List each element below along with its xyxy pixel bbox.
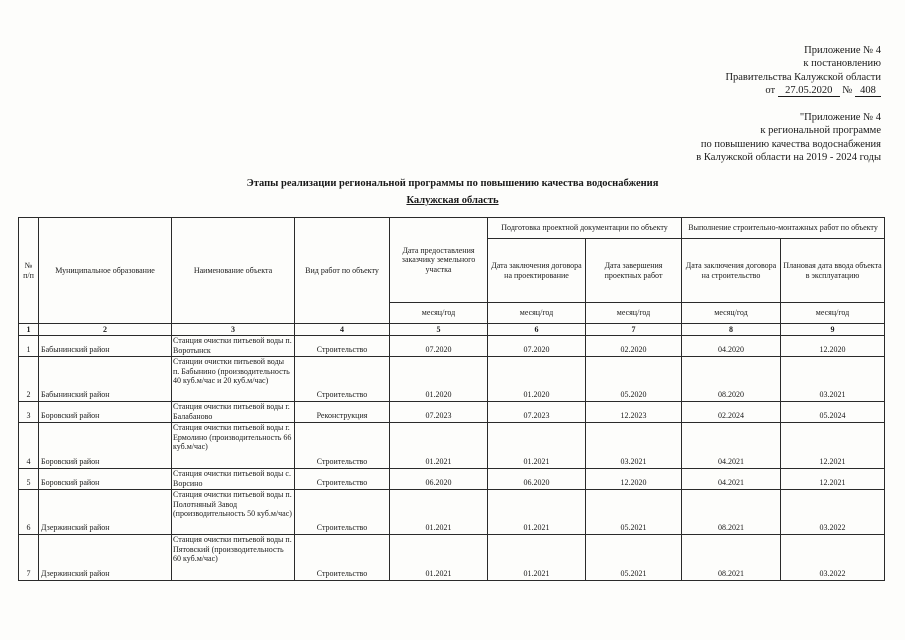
table-row [19, 423, 885, 469]
row-construction-contract: 08.2021 [682, 490, 781, 535]
row-work-type: Строительство [295, 469, 390, 490]
table-row [19, 357, 885, 402]
row-design-contract: 07.2023 [488, 402, 586, 423]
row-work-type: Строительство [295, 535, 390, 581]
row-work-type: Реконструкция [295, 402, 390, 423]
program-line-3: по повышению качества водоснабжения [700, 138, 881, 150]
unit-cell: месяц/год [390, 303, 488, 324]
header-construction-contract: Дата заключения договора на строительство [682, 239, 781, 303]
number-label: № [842, 85, 853, 97]
row-land-date: 06.2020 [390, 469, 488, 490]
row-commissioning: 03.2022 [781, 535, 885, 581]
row-num: 1 [19, 336, 39, 357]
row-work-type: Строительство [295, 490, 390, 535]
row-design-complete: 12.2020 [586, 469, 682, 490]
row-municipality: Боровский район [39, 469, 172, 490]
row-design-complete: 05.2021 [586, 490, 682, 535]
row-design-complete: 12.2023 [586, 402, 682, 423]
row-land-date: 01.2021 [390, 423, 488, 469]
row-commissioning: 05.2024 [781, 402, 885, 423]
column-number: 8 [682, 324, 781, 336]
header-design-complete: Дата завершения проектных работ [586, 239, 682, 303]
row-design-contract: 06.2020 [488, 469, 586, 490]
unit-cell: месяц/год [682, 303, 781, 324]
unit-cell: месяц/год [781, 303, 885, 324]
row-design-contract: 01.2021 [488, 490, 586, 535]
row-work-type: Строительство [295, 423, 390, 469]
column-number: 4 [295, 324, 390, 336]
header-commissioning: Плановая дата ввода объекта в эксплуатацию [781, 239, 885, 303]
row-commissioning: 03.2022 [781, 490, 885, 535]
program-line-4: в Калужской области на 2019 - 2024 годы [696, 152, 881, 164]
row-land-date: 07.2020 [390, 336, 488, 357]
header-design-group: Подготовка проектной документации по объекту [488, 218, 682, 239]
table-row [19, 469, 885, 490]
row-object: Станция очистки питьевой воды п. Полотняный Завод (производительность 50 куб.м/час) [172, 490, 295, 535]
row-commissioning: 12.2021 [781, 469, 885, 490]
appendix-line-3: Правительства Калужской области [725, 71, 881, 83]
stages-table [18, 217, 885, 581]
row-num: 5 [19, 469, 39, 490]
region-name: Калужская область [406, 195, 499, 206]
column-number: 1 [19, 324, 39, 336]
header-object: Наименование объекта [172, 218, 295, 324]
row-design-contract: 01.2021 [488, 423, 586, 469]
row-land-date: 01.2021 [390, 535, 488, 581]
row-municipality: Бабынинский район [39, 336, 172, 357]
row-design-complete: 05.2021 [586, 535, 682, 581]
document-title: Этапы реализации региональной программы по повышению качества водоснабжения [246, 178, 659, 189]
row-municipality: Боровский район [39, 402, 172, 423]
document-subtitle [0, 194, 905, 207]
row-num: 2 [19, 357, 39, 402]
appendix-line-1: Приложение № 4 [804, 45, 881, 56]
row-object: Станция очистки питьевой воды п. Воротынск [172, 336, 295, 357]
header-num: № п/п [19, 218, 39, 324]
row-municipality: Дзержинский район [39, 535, 172, 581]
row-design-contract: 07.2020 [488, 336, 586, 357]
decree-number: 408 [855, 85, 881, 97]
row-municipality: Боровский район [39, 423, 172, 469]
row-design-complete: 05.2020 [586, 357, 682, 402]
row-construction-contract: 08.2020 [682, 357, 781, 402]
row-object: Станция очистки питьевой воды с. Ворсино [172, 469, 295, 490]
appendix-line-2: к постановлению [803, 58, 881, 70]
header-design-contract: Дата заключения договора на проектирование [488, 239, 586, 303]
header-land-date: Дата предоставления заказчику земельного участка [390, 218, 488, 303]
row-work-type: Строительство [295, 357, 390, 402]
row-work-type: Строительство [295, 336, 390, 357]
row-land-date: 07.2023 [390, 402, 488, 423]
row-construction-contract: 04.2021 [682, 469, 781, 490]
table-row [19, 402, 885, 423]
row-construction-contract: 04.2021 [682, 423, 781, 469]
table-row [19, 535, 885, 581]
column-number: 6 [488, 324, 586, 336]
row-commissioning: 12.2021 [781, 423, 885, 469]
row-commissioning: 12.2020 [781, 336, 885, 357]
row-construction-contract: 02.2024 [682, 402, 781, 423]
unit-cell: месяц/год [488, 303, 586, 324]
column-number: 2 [39, 324, 172, 336]
row-design-contract: 01.2021 [488, 535, 586, 581]
program-header [696, 111, 881, 165]
row-num: 3 [19, 402, 39, 423]
header-work-type: Вид работ по объекту [295, 218, 390, 324]
header-construction-group: Выполнение строительно-монтажных работ по объекту [682, 218, 885, 239]
column-number: 9 [781, 324, 885, 336]
decree-date: 27.05.2020 [778, 85, 840, 97]
row-design-contract: 01.2020 [488, 357, 586, 402]
row-land-date: 01.2021 [390, 490, 488, 535]
from-label: от [765, 85, 776, 97]
row-object: Станция очистки питьевой воды п. Пятовский (производительность 60 куб.м/час) [172, 535, 295, 581]
table-row [19, 336, 885, 357]
unit-cell: месяц/год [586, 303, 682, 324]
row-design-complete: 02.2020 [586, 336, 682, 357]
row-num: 7 [19, 535, 39, 581]
column-number: 5 [390, 324, 488, 336]
row-municipality: Бабынинский район [39, 357, 172, 402]
program-line-1: "Приложение № 4 [799, 112, 881, 123]
row-municipality: Дзержинский район [39, 490, 172, 535]
row-num: 4 [19, 423, 39, 469]
row-commissioning: 03.2021 [781, 357, 885, 402]
header-municipality: Муниципальное образование [39, 218, 172, 324]
row-object: Станция очистки питьевой воды г. Балабаново [172, 402, 295, 423]
table-row [19, 490, 885, 535]
row-object: Станция очистки питьевой воды г. Ермолино (производительность 66 куб.м/час) [172, 423, 295, 469]
appendix-date-line [725, 84, 881, 97]
appendix-header [725, 44, 881, 98]
program-line-2: к региональной программе [760, 125, 881, 137]
column-number: 7 [586, 324, 682, 336]
row-land-date: 01.2020 [390, 357, 488, 402]
column-number: 3 [172, 324, 295, 336]
row-num: 6 [19, 490, 39, 535]
row-construction-contract: 04.2020 [682, 336, 781, 357]
row-construction-contract: 08.2021 [682, 535, 781, 581]
row-design-complete: 03.2021 [586, 423, 682, 469]
row-object: Станции очистки питьевой воды п. Бабынино (производительность 40 куб.м/час и 20 куб.м/час) [172, 357, 295, 402]
